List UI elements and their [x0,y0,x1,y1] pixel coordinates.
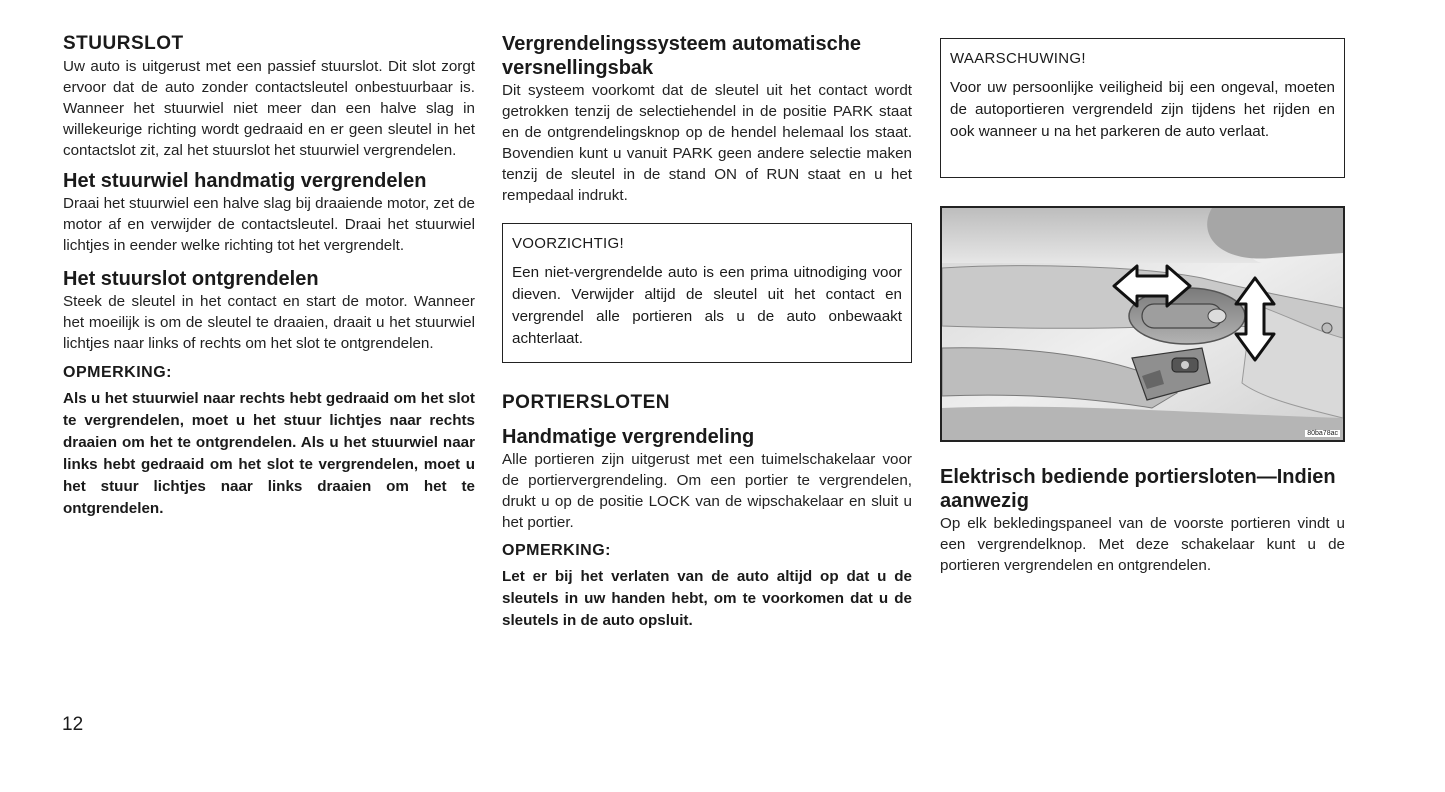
section-title-manual-lock: Het stuurwiel handmatig vergrendelen [63,170,427,192]
manual-lock-text: Draai het stuurwiel een halve slag bij draaiende motor, zet de motor af en verwijder de contactsleutel. Draai het stuurwiel lichtjes in eender welke richting tot het vergrendelt. [63,195,475,254]
figure-code: 80ba78ac [1307,430,1338,437]
manual-locking-text: Alle portieren zijn uitgerust met een tuimelschakelaar voor de portiervergrendeling. Om een portier te vergrendelen, drukt u op de positie LOCK van de wipschakelaar en sluit u het portier. [502,451,912,531]
note-text-2: Let er bij het verlaten van de auto altijd op dat u de sleutels in uw handen hebt, om te voorkomen dat u de sleutels in de auto opsluit. [502,568,912,629]
unlock-text: Steek de sleutel in het contact en start de motor. Wanneer het moeilijk is om de sleutel te draaien, draait u het stuurwiel lichtjes naar links of rechts om het slot te ontgrendelen. [63,293,475,352]
warning-box [940,38,1345,178]
section-title-power-locks: Elektrisch bediende portiersloten—Indien aanwezig [940,466,1336,512]
section-title-auto-transmission: Vergrendelingssysteem automatische versnellingsbak [502,33,862,79]
section-title-manual-locking: Handmatige vergrendeling [502,426,755,448]
auto-transmission-text: Dit systeem voorkomt dat de sleutel uit het contact wordt getrokken tenzij de selectiehendel in de positie PARK staat en de ontgrendelingsknop op de hendel helemaal los staat. Bovendien kunt u vanuit PARK geen andere selectie maken tenzij de sleutel in de stand ON of RUN staat en u het rempedaal indrukt. [502,82,912,204]
section-title-unlock: Het stuurslot ontgrendelen [63,268,319,290]
right-column [940,32,1345,576]
note-text: Als u het stuurwiel naar rechts hebt gedraaid om het slot te vergrendelen, moet u het stuur lichtjes naar rechts draaien om het te ontgrendelen. Als u het stuurwiel naar links hebt gedraaid om het slot te vergrendelen, moet u het stuur lichtjes naar links draaien om het te ontgrendelen. [63,390,475,517]
caution-text: Een niet-vergrendelde auto is een prima uitnodiging voor dieven. Verwijder altijd de sleutel uit het contact en vergrendel alle portieren als u de auto onbewaakt achterlaat. [512,264,902,347]
left-column [63,32,475,520]
section-title-door-locks: PORTIERSLOTEN [502,392,671,413]
steering-lock-text: Uw auto is uitgerust met een passief stuurslot. Dit slot zorgt ervoor dat de auto zonder contactsleutel onbestuurbaar is. Wanneer het stuurwiel niet meer dan een halve slag in willekeurige richting wordt gedraaid en er geen sleutel in het contactslot zit, zal het stuurslot het stuurwiel vergrendelen. [63,58,475,159]
section-title-steering-lock: STUURSLOT [63,33,184,54]
door-panel-illustration [940,206,1345,442]
warning-text: Voor uw persoonlijke veiligheid bij een ongeval, moeten de autoportieren vergrendeld zijn tijdens het rijden en ook wanneer u na het parkeren de auto verlaat. [950,79,1335,140]
note-label-2: OPMERKING: [502,542,611,559]
middle-column [502,32,912,632]
caution-box [502,223,912,363]
warning-label: WAARSCHUWING! [950,50,1086,67]
caution-label: VOORZICHTIG! [512,235,624,252]
page-number: 12 [62,714,84,735]
door-panel-drawing [942,208,1343,440]
power-locks-text: Op elk bekledingspaneel van de voorste portieren vindt u een vergrendelknop. Met deze schakelaar kunt u de portieren vergrendelen en ontgrendelen. [940,515,1345,574]
note-label: OPMERKING: [63,364,172,381]
